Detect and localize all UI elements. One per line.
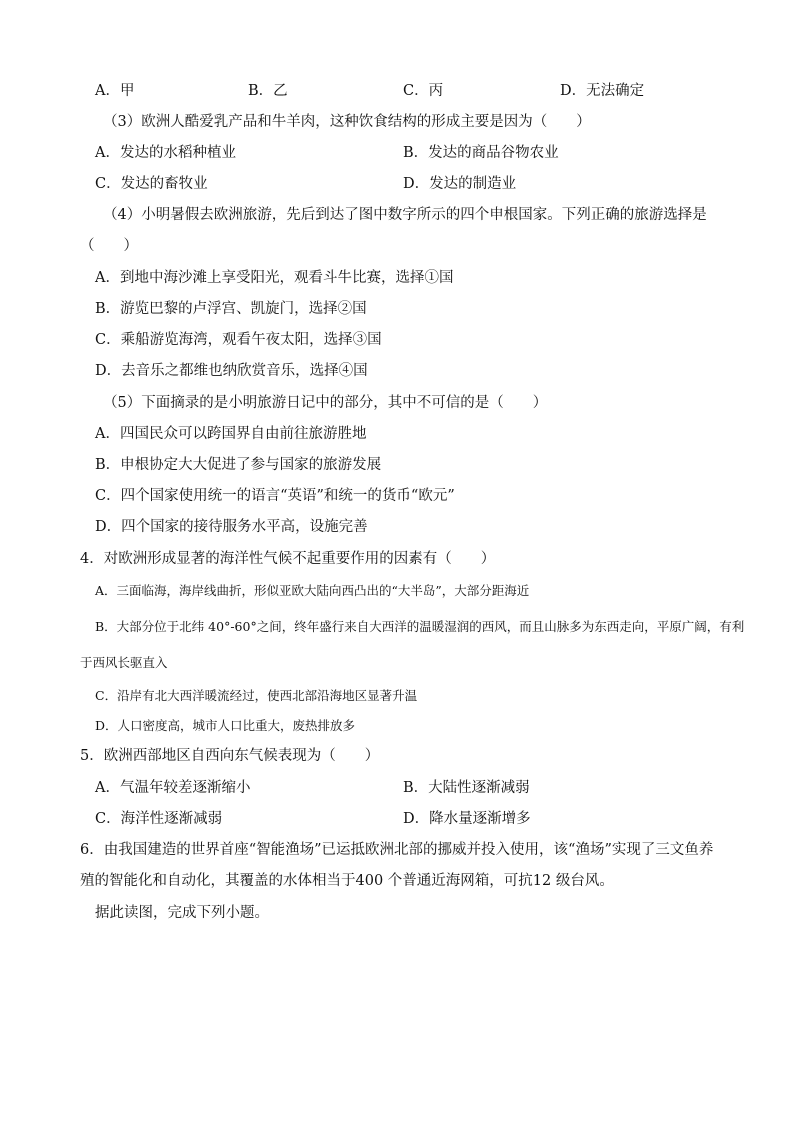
q5-option-b: B．大陆性逐渐减弱 xyxy=(403,780,530,796)
q5-option-a: A．气温年较差逐渐缩小 xyxy=(95,780,251,796)
q3-5-option-c: C．四个国家使用统一的语言“英语”和统一的货币“欧元” xyxy=(95,488,455,504)
q3-4-option-b: B．游览巴黎的卢浮宫、凯旋门，选择②国 xyxy=(95,301,367,317)
q4-option-b-cont: 于西风长驱直入 xyxy=(80,655,168,670)
q6-instruction: 据此读图，完成下列小题。 xyxy=(95,905,269,921)
prev-option-c: C．丙 xyxy=(403,83,444,99)
q3-3-option-b: B．发达的商品谷物农业 xyxy=(403,145,559,161)
prev-option-b: B．乙 xyxy=(248,83,288,99)
q3-4-option-c: C．乘船游览海湾，观看午夜太阳，选择③国 xyxy=(95,332,382,348)
prev-option-a: A．甲 xyxy=(95,83,135,99)
q5-option-c: C．海洋性逐渐减弱 xyxy=(95,811,223,827)
q3-3-option-a: A．发达的水稻种植业 xyxy=(95,145,236,161)
q3-5-option-b: B．申根协定大大促进了参与国家的旅游发展 xyxy=(95,457,382,473)
q3-3-option-c: C．发达的畜牧业 xyxy=(95,176,208,192)
q3-5-option-a: A．四国民众可以跨国界自由前往旅游胜地 xyxy=(95,426,367,442)
prev-option-d: D．无法确定 xyxy=(560,83,645,99)
q3-3-option-d: D．发达的制造业 xyxy=(403,176,517,192)
q3-4-stem-cont: （ ） xyxy=(80,238,138,254)
q4-stem: 4．对欧洲形成显著的海洋性气候不起重要作用的因素有（ ） xyxy=(80,551,496,567)
q6-stem: 6．由我国建造的世界首座“智能渔场”已运抵欧洲北部的挪威并投入使用，该“渔场”实现了三文鱼养 xyxy=(80,842,714,858)
q6-stem-cont: 殖的智能化和自动化，其覆盖的水体相当于400 个普通近海网箱，可抗12 级台风。 xyxy=(80,873,614,889)
q3-4-option-a: A．到地中海沙滩上享受阳光，观看斗牛比赛，选择①国 xyxy=(95,270,454,286)
q3-5-stem: （5）下面摘录的是小明旅游日记中的部分，其中不可信的是（ ） xyxy=(103,395,548,411)
q4-option-d: D．人口密度高，城市人口比重大，废热排放多 xyxy=(95,718,356,733)
q4-option-c: C．沿岸有北大西洋暖流经过，使西北部沿海地区显著升温 xyxy=(95,688,418,703)
q4-option-b: B．大部分位于北纬 40°-60°之间，终年盛行来自大西洋的温暖湿润的西风，而且山脉多为东西走向，平原广阔，有利 xyxy=(95,619,745,634)
q3-4-stem: （4）小明暑假去欧洲旅游，先后到达了图中数字所示的四个申根国家。下列正确的旅游选择是 xyxy=(103,207,707,223)
q4-option-a: A．三面临海，海岸线曲折，形似亚欧大陆向西凸出的“大半岛”，大部分距海近 xyxy=(95,583,530,598)
q3-3-stem: （3）欧洲人酷爱乳产品和牛羊肉，这种饮食结构的形成主要是因为（ ） xyxy=(103,114,591,130)
q3-5-option-d: D．四个国家的接待服务水平高，设施完善 xyxy=(95,519,368,535)
q5-option-d: D．降水量逐渐增多 xyxy=(403,811,531,827)
q5-stem: 5．欧洲西部地区自西向东气候表现为（ ） xyxy=(80,748,380,764)
q3-4-option-d: D．去音乐之都维也纳欣赏音乐，选择④国 xyxy=(95,363,368,379)
